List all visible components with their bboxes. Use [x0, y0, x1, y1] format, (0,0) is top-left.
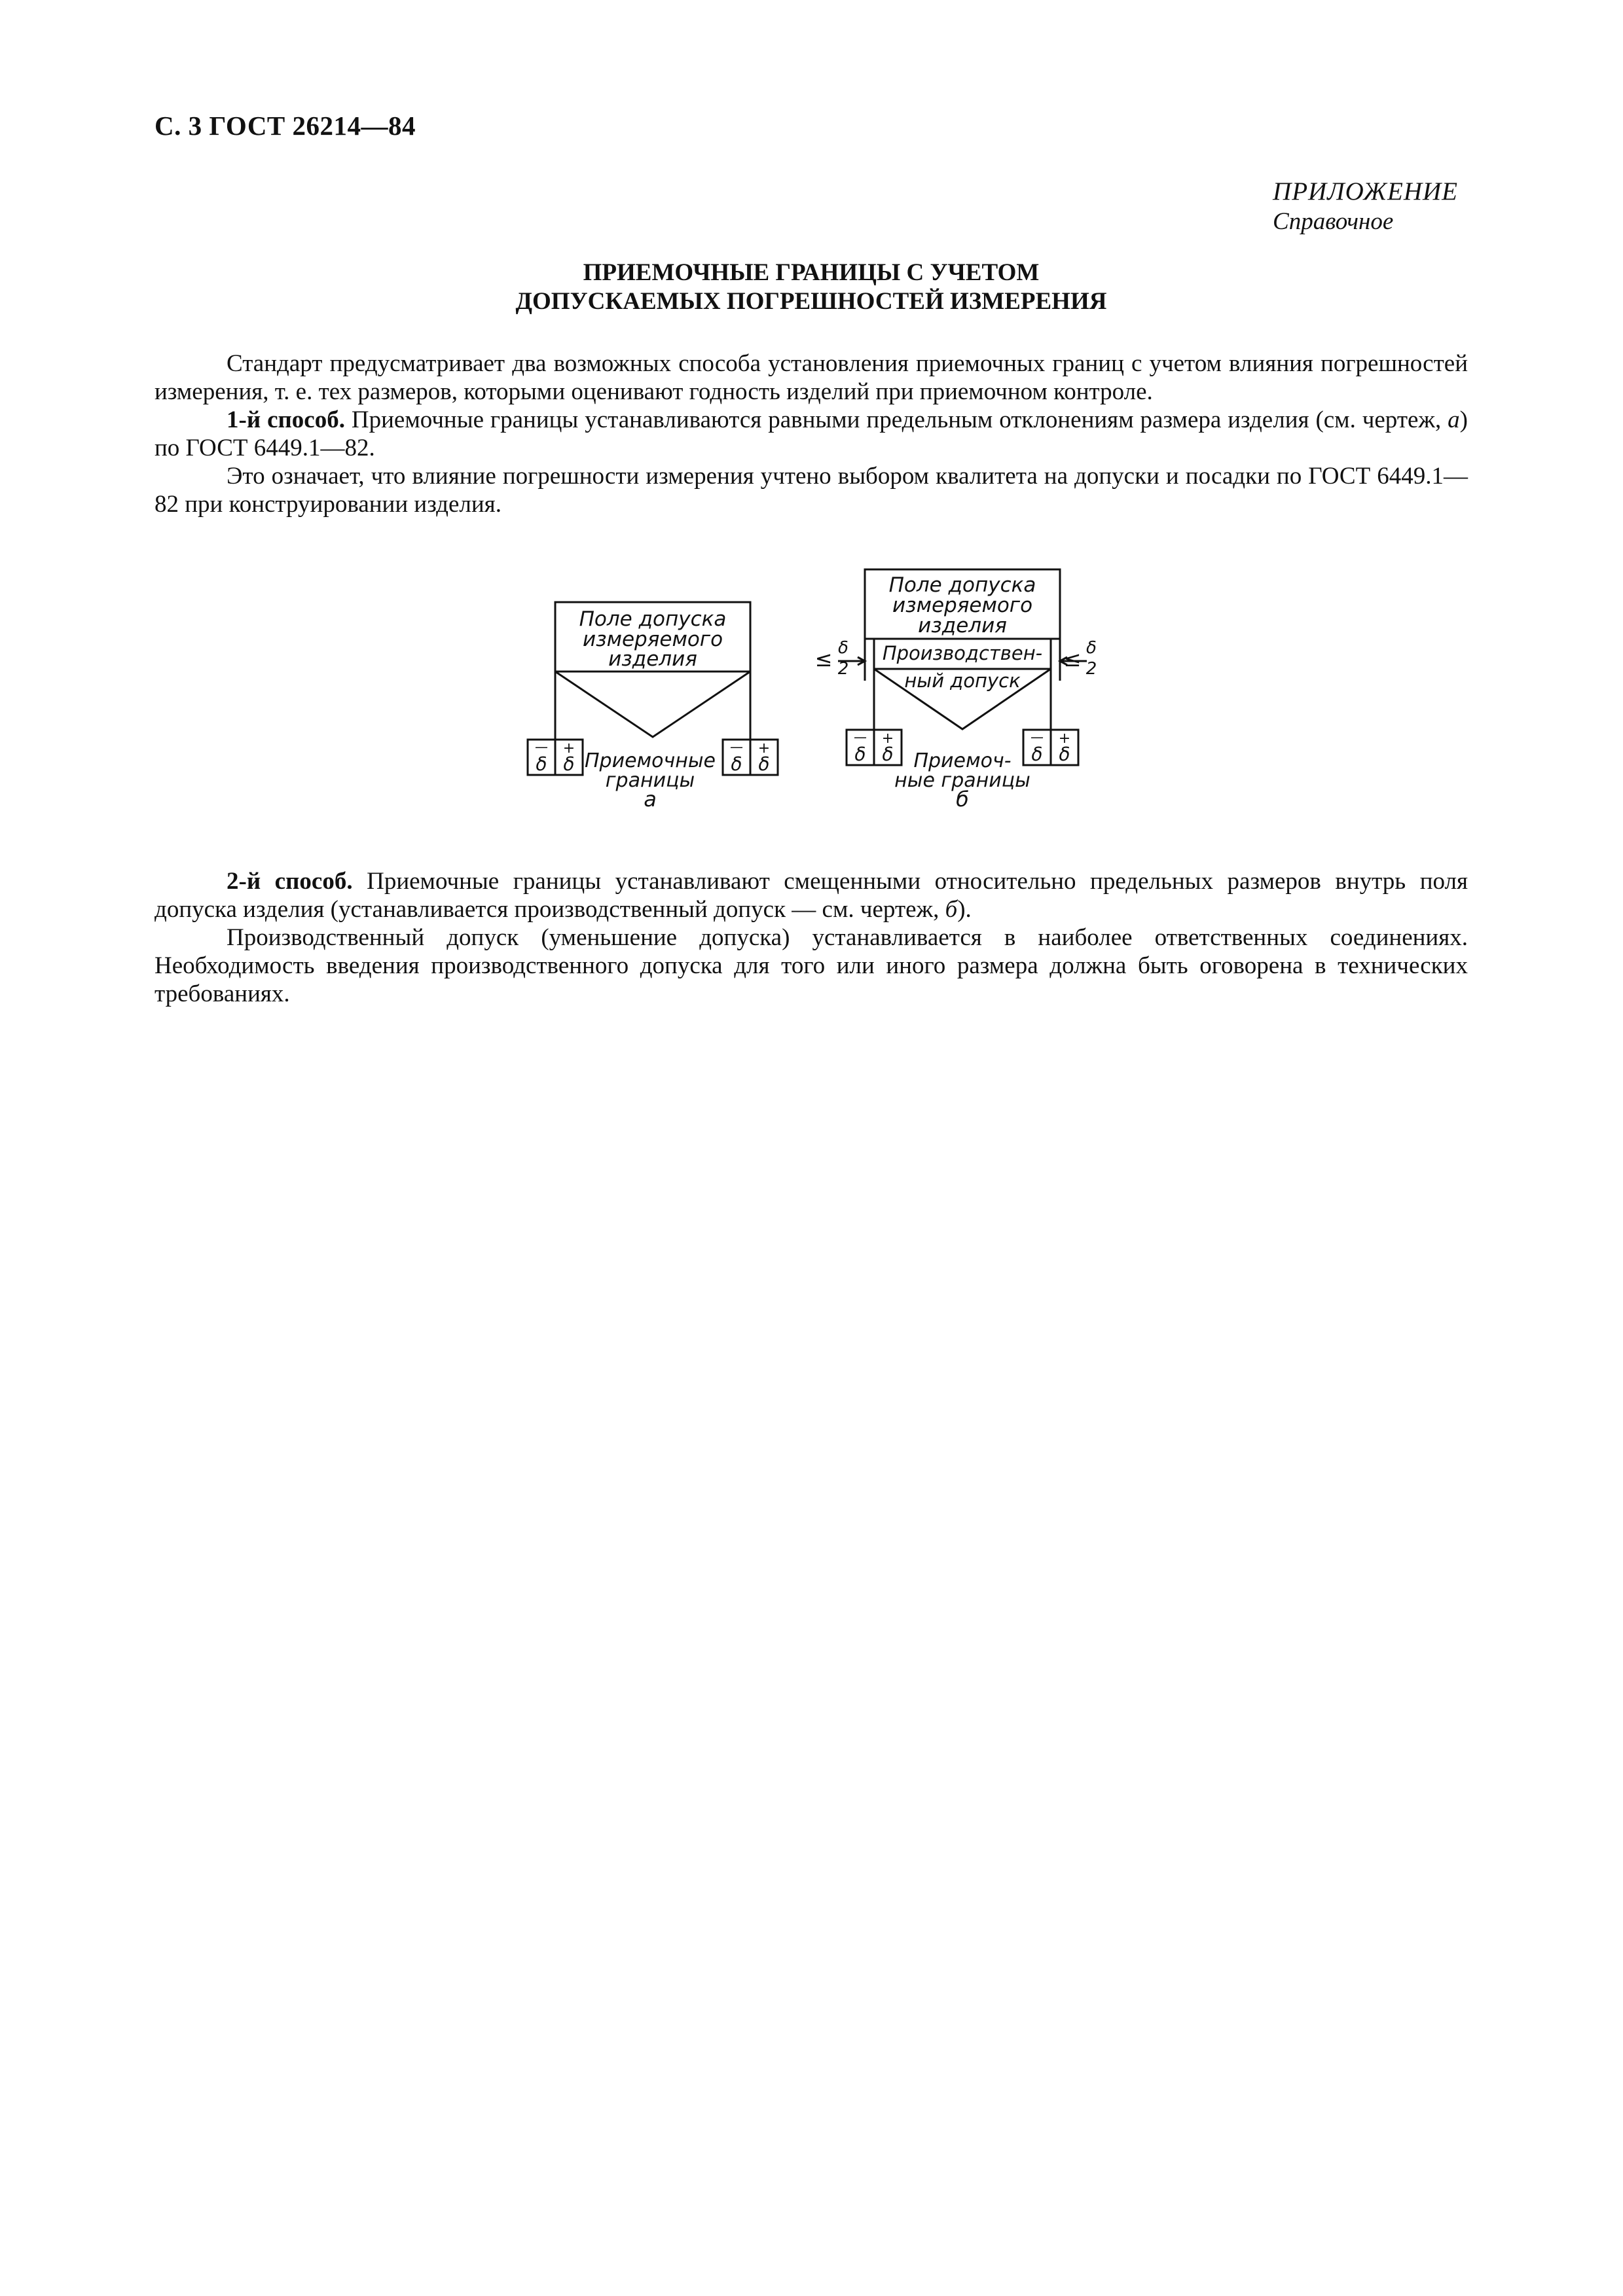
title-line-1: ПРИЕМОЧНЫЕ ГРАНИЦЫ С УЧЕТОМ — [583, 259, 1040, 286]
figure-b-right-plus: + — [1058, 730, 1071, 747]
figure-b-right-half-den: 2 — [1085, 659, 1097, 679]
figure-a-right-minus-delta: δ — [731, 753, 742, 775]
figure-b-box-line-2: измеряемого — [892, 594, 1033, 617]
method-1-text-a: Приемочные границы устанавливаются равными предельным отклонениям размера изделия (см. чертеж, — [344, 406, 1448, 433]
paragraph-intro: Стандарт предусматривает два возможных способа установления приемочных границ с учетом влияния погрешностей измерения, т. е. тех размеров, которыми оценивают годность изделий при приемочном контроле. — [155, 350, 1468, 405]
figure-a-left-plus: + — [562, 740, 575, 757]
figure-b-left-minus-delta: δ — [854, 744, 866, 765]
figure-a-limits-line-2: границы — [605, 769, 695, 792]
method-1-lead: 1-й способ. — [227, 406, 345, 433]
figure-a-box-line-2: измеряемого — [582, 628, 723, 651]
paragraph-method-1-explain: Это означает, что влияние погрешности измерения учтено выбором квалитета на допуски и посадки по ГОСТ 6449.1—82 при конструировании изделия. — [155, 463, 1468, 518]
appendix-label: ПРИЛОЖЕНИЕ — [1273, 177, 1458, 206]
figure-a-right-plus-delta: δ — [758, 753, 770, 775]
method-1-text-b: ) по ГОСТ 6449.1—82. — [155, 406, 1468, 461]
method-2-ref: б — [945, 896, 958, 923]
method-1-ref: а — [1448, 406, 1460, 433]
figure-b-box-line-3: изделия — [918, 614, 1007, 637]
method-2-text-a: Приемочные границы устанавливают смещенными относительно предельных размеров внутрь поля допуска изделия (устанавливается производственный допуск — см. чертеж, — [155, 868, 1468, 923]
paragraph-method-2 — [155, 867, 1468, 924]
figure-a-label: а — [644, 787, 657, 812]
title-line-2: ДОПУСКАЕМЫХ ПОГРЕШНОСТЕЙ ИЗМЕРЕНИЯ — [515, 288, 1107, 315]
figure-b-left-half-den: 2 — [837, 659, 849, 679]
figure-b-left-plus-delta: δ — [882, 744, 894, 765]
figure-b-right-minus-delta: δ — [1031, 744, 1043, 765]
appendix-type: Справочное — [1273, 208, 1394, 235]
figure-b-limits-line-2: ные границы — [894, 769, 1030, 792]
figure-a-left-plus-delta: δ — [563, 753, 575, 775]
paragraph-production-tolerance: Производственный допуск (уменьшение допуска) устанавливается в наиболее ответственных соединениях. Необходимость введения производственного допуска для того или иного размера должна быть оговорена в технических требованиях. — [155, 924, 1468, 1007]
figure-b-prod-line-2: ный допуск — [904, 670, 1021, 692]
figure-b-prod-line-1: Производствен- — [882, 642, 1043, 664]
figure-b-limits-line-1: Приемоч- — [913, 749, 1012, 772]
figure-a-left-minus: — — [535, 739, 548, 755]
method-2-text-b: ). — [957, 896, 972, 923]
figure-b-left-half-num: δ — [838, 638, 848, 658]
figure-b-box-line-1: Поле допуска — [888, 573, 1036, 597]
figure-a-box-line-1: Поле допуска — [579, 607, 727, 631]
figure-b-left-minus: — — [854, 729, 867, 745]
paragraph-method-1 — [155, 406, 1468, 462]
figure-b-right-le: ≤ — [1063, 647, 1082, 672]
method-2-lead: 2-й способ. — [227, 868, 353, 895]
figure-a-left-minus-delta: δ — [536, 753, 547, 775]
figure-a-limits-line-1: Приемочные — [584, 749, 716, 772]
figure-b-left-le: ≤ — [814, 647, 833, 672]
figure-b-left-plus: + — [881, 730, 894, 747]
figure-b-label: б — [956, 787, 969, 812]
figure-a-right-plus: + — [757, 740, 771, 757]
figure-a-box-line-3: изделия — [608, 647, 697, 671]
document-title — [155, 259, 1468, 316]
figure-b-right-half-num: δ — [1086, 638, 1097, 658]
figure-a-right-minus: — — [730, 739, 743, 755]
figure-b-right-minus: — — [1030, 729, 1044, 745]
figure-b-right-plus-delta: δ — [1059, 744, 1070, 765]
appendix-block — [1273, 177, 1458, 236]
page-header: С. 3 ГОСТ 26214—84 — [155, 111, 416, 141]
tolerance-figure — [511, 556, 1139, 844]
